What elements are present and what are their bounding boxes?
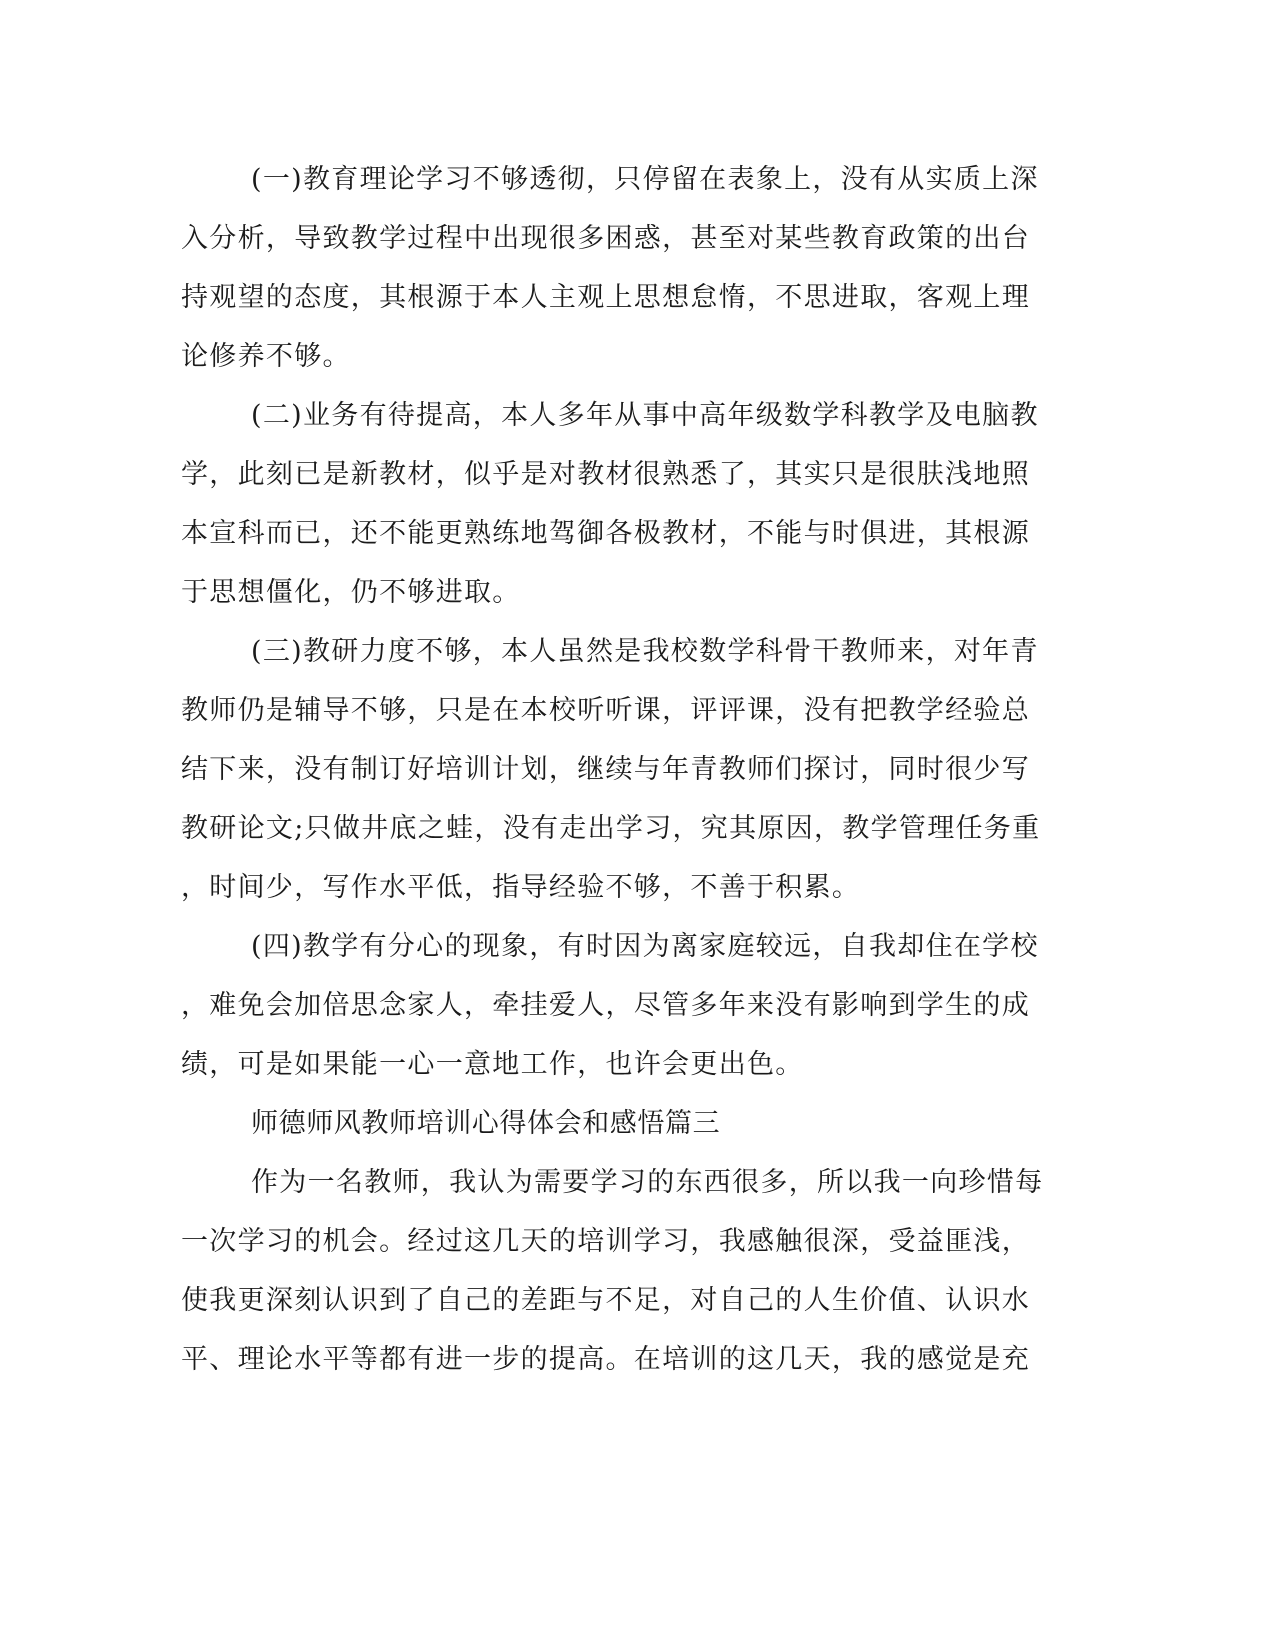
section-heading: 师德师风教师培训心得体会和感悟篇三 — [251, 1108, 721, 1139]
paragraph-4-line-3: 绩，可是如果能一心一意地工作，也许会更出色。 — [181, 1049, 804, 1080]
paragraph-2-line-2: 学，此刻已是新教材，似乎是对教材很熟悉了，其实只是很肤浅地照 — [181, 459, 1030, 490]
paragraph-3-line-3: 结下来，没有制订好培训计划，继续与年青教师们探讨，同时很少写 — [181, 754, 1030, 785]
paragraph-4-line-1: (四)教学有分心的现象，有时因为离家庭较远，自我却住在学校 — [251, 931, 1039, 962]
paragraph-5-line-4: 平、理论水平等都有进一步的提高。在培训的这几天，我的感觉是充 — [181, 1344, 1030, 1375]
paragraph-3-line-4: 教研论文;只做井底之蛙，没有走出学习，究其原因，教学管理任务重 — [181, 813, 1041, 844]
paragraph-3-line-5: ，时间少，写作水平低，指导经验不够，不善于积累。 — [181, 872, 861, 903]
paragraph-5-line-2: 一次学习的机会。经过这几天的培训学习，我感触很深，受益匪浅， — [181, 1226, 1030, 1257]
paragraph-1-line-2: 入分析，导致教学过程中出现很多困惑，甚至对某些教育政策的出台 — [181, 223, 1030, 254]
paragraph-1-line-1: (一)教育理论学习不够透彻，只停留在表象上，没有从实质上深 — [251, 164, 1039, 195]
paragraph-1-line-4: 论修养不够。 — [181, 341, 351, 372]
paragraph-5-line-1: 作为一名教师，我认为需要学习的东西很多，所以我一向珍惜每 — [251, 1167, 1044, 1198]
paragraph-1-line-3: 持观望的态度，其根源于本人主观上思想怠惰，不思进取，客观上理 — [181, 282, 1030, 313]
paragraph-5-line-3: 使我更深刻认识到了自己的差距与不足，对自己的人生价值、认识水 — [181, 1285, 1030, 1316]
paragraph-4-line-2: ，难免会加倍思念家人，牵挂爱人，尽管多年来没有影响到学生的成 — [181, 990, 1030, 1021]
paragraph-2-line-3: 本宣科而已，还不能更熟练地驾御各极教材，不能与时俱进，其根源 — [181, 518, 1030, 549]
paragraph-2-line-4: 于思想僵化，仍不够进取。 — [181, 577, 521, 608]
paragraph-3-line-1: (三)教研力度不够，本人虽然是我校数学科骨干教师来，对年青 — [251, 636, 1039, 667]
paragraph-3-line-2: 教师仍是辅导不够，只是在本校听听课，评评课，没有把教学经验总 — [181, 695, 1030, 726]
paragraph-2-line-1: (二)业务有待提高，本人多年从事中高年级数学科教学及电脑教 — [251, 400, 1039, 431]
